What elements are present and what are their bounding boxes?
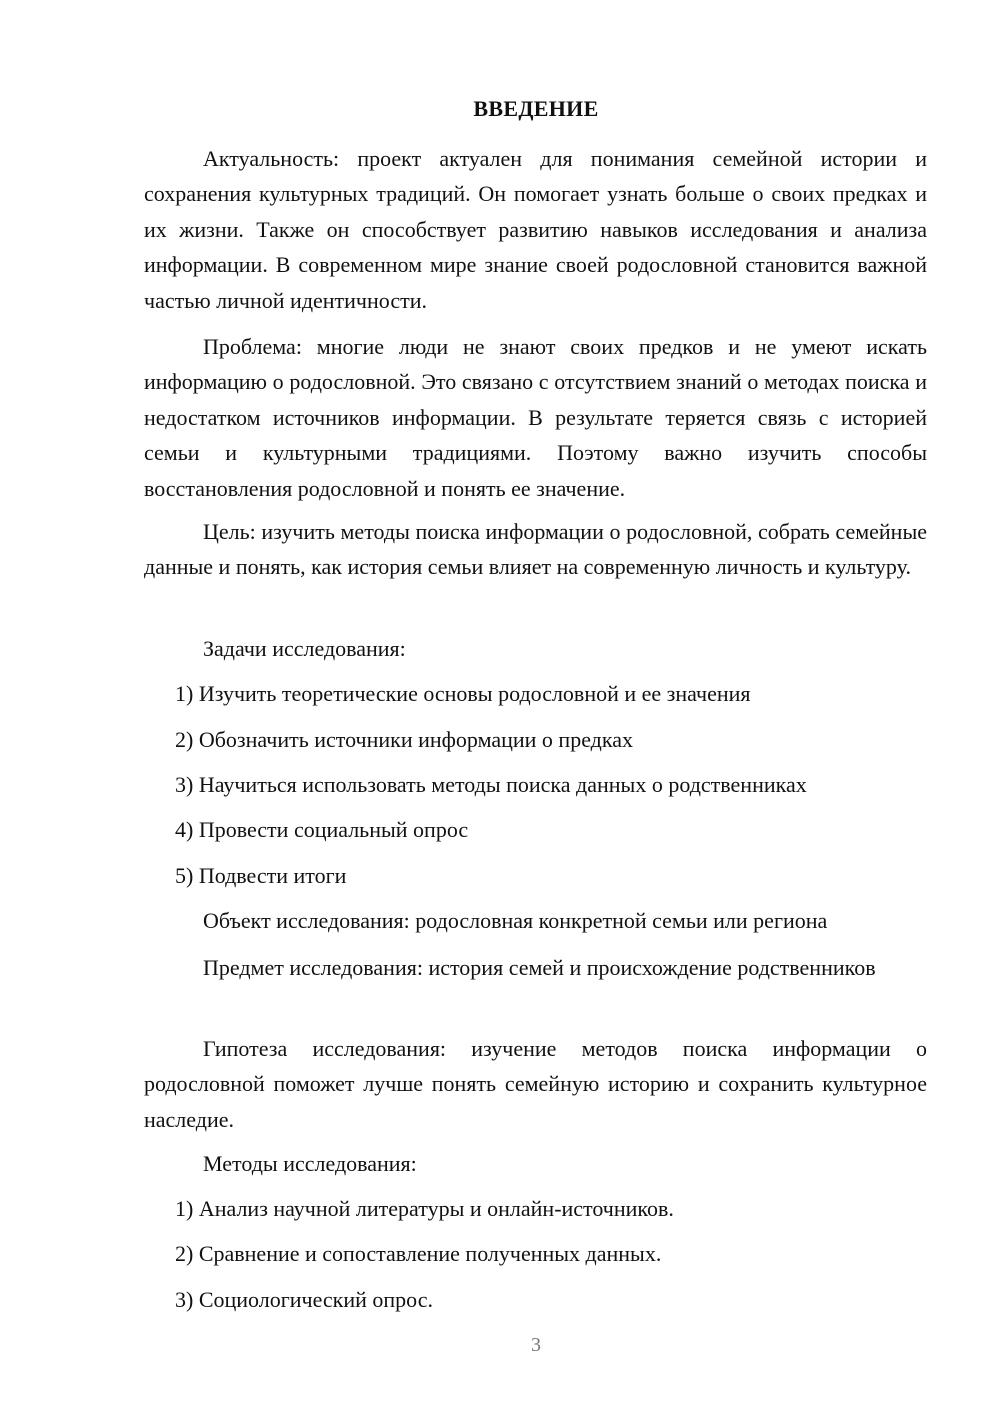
- method-item: 2) Сравнение и сопоставление полученных данных.: [175, 1241, 662, 1266]
- methods-heading: Методы исследования:: [203, 1151, 417, 1176]
- relevance-paragraph: Актуальность: проект актуален для понимания семейной истории и сохранения культурных традиций. Он помогает узнать больше о своих предках и их жизни. Также он способствует развитию навыков исследования и анализа информации. В современном мире знание своей родословной становится важной частью личной идентичности.: [144, 146, 927, 313]
- object-line: Объект исследования: родословная конкретной семьи или региона: [203, 908, 828, 933]
- task-item: 1) Изучить теоретические основы родословной и ее значения: [175, 681, 751, 706]
- problem-paragraph: Проблема: многие люди не знают своих предков и не умеют искать информацию о родословной. Это связано с отсутствием знаний о методах поиска и недостатком источников информации. В результате теряется связь с историей семьи и культурными традициями. Поэтому важно изучить способы восстановления родословной и понять ее значение.: [144, 334, 927, 501]
- task-item: 3) Научиться использовать методы поиска данных о родственниках: [175, 772, 807, 797]
- tasks-heading: Задачи исследования:: [203, 636, 406, 661]
- task-item: 2) Обозначить источники информации о предках: [175, 727, 633, 752]
- section-title: ВВЕДЕНИЕ: [473, 96, 599, 121]
- method-item: 1) Анализ научной литературы и онлайн-источников.: [175, 1196, 674, 1221]
- task-item: 4) Провести социальный опрос: [175, 817, 469, 842]
- goal-paragraph: Цель: изучить методы поиска информации о родословной, собрать семейные данные и понять, как история семьи влияет на современную личность и культуру.: [144, 519, 927, 580]
- method-item: 3) Социологический опрос.: [175, 1287, 433, 1312]
- subject-paragraph: Предмет исследования: история семей и происхождение родственников: [203, 955, 876, 980]
- task-item: 5) Подвести итоги: [175, 863, 347, 888]
- hypothesis-paragraph: Гипотеза исследования: изучение методов поиска информации о родословной поможет лучше понять семейную историю и сохранить культурное наследие.: [144, 1036, 927, 1132]
- page-number: 3: [531, 1334, 541, 1356]
